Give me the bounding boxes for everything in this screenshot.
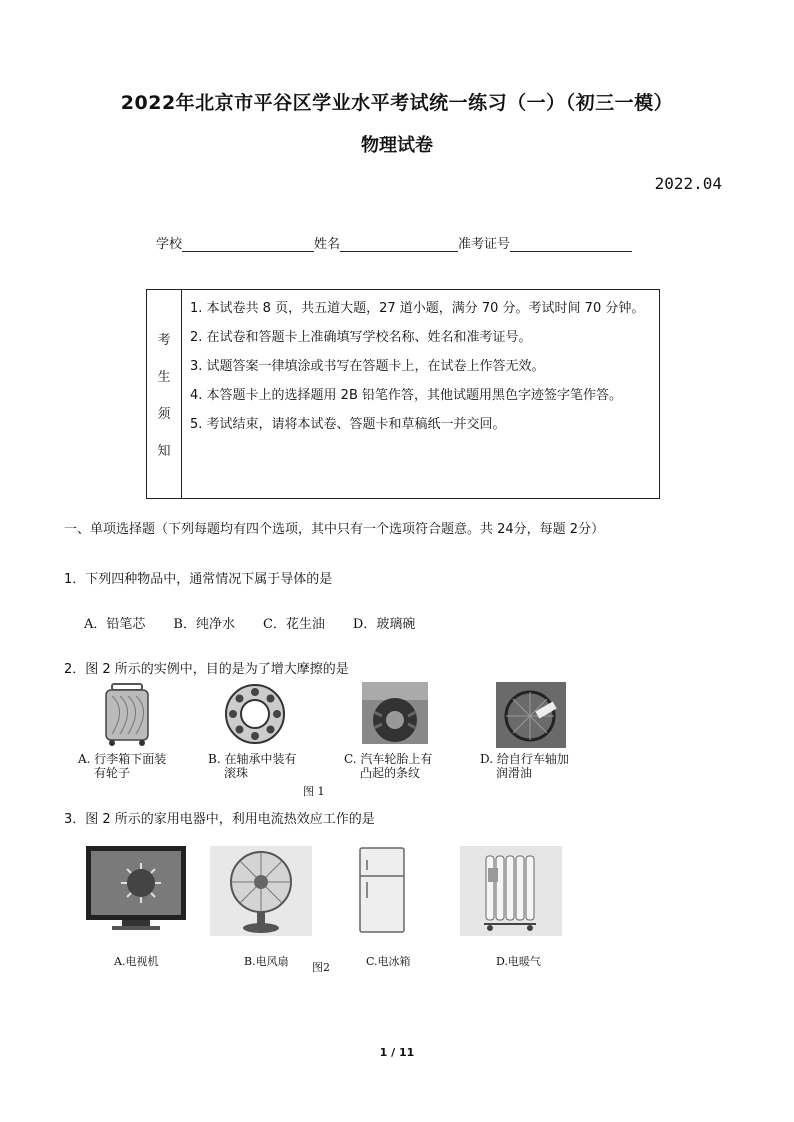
option-a[interactable]: A．铅笔芯 [84, 617, 146, 632]
exam-notice-box [146, 289, 660, 499]
notice-list [182, 290, 659, 498]
school-label: 学校 [156, 237, 183, 252]
notice-item: 4. 本答题卡上的选择题用 2B 铅笔作答，其他试题用黑色字迹签字笔作答。 [190, 388, 622, 403]
q3-label-d: D.电暖气 [496, 955, 541, 968]
option-b[interactable]: B．纯净水 [173, 617, 235, 632]
tv-image [86, 846, 186, 936]
notice-heading [147, 290, 182, 498]
school-blank[interactable] [182, 237, 314, 252]
question-1-options [84, 613, 415, 632]
q3-label-b: B.电风扇 [244, 955, 289, 968]
section-heading: 一、单项选择题（下列每题均有四个选项，其中只有一个选项符合题意。共 24分，每题 2分） [64, 522, 605, 537]
notice-item: 1. 本试卷共 8 页，共五道大题，27 道小题，满分 70 分。考试时间 70 分钟。 [190, 301, 645, 316]
notice-head-char: 须 [157, 407, 171, 422]
option-c[interactable]: C．花生油 [262, 617, 325, 632]
notice-head-char: 考 [157, 333, 171, 348]
question-3-stem: 3．图 2 所示的家用电器中，利用电流热效应工作的是 [64, 812, 375, 827]
q3-label-c: C.电冰箱 [366, 955, 411, 968]
name-blank[interactable] [340, 237, 458, 252]
figure-2-label: 图2 [312, 961, 330, 974]
exam-date: 2022.04 [654, 174, 722, 193]
heater-image [460, 846, 562, 936]
notice-head-char: 生 [157, 370, 171, 385]
notice-head-char: 知 [157, 444, 171, 459]
question-2-stem: 2．图 2 所示的实例中，目的是为了增大摩擦的是 [64, 662, 349, 677]
id-label: 准考证号 [458, 237, 511, 252]
student-info-line [156, 233, 632, 252]
notice-item: 2. 在试卷和答题卡上准确填写学校名称、姓名和准考证号。 [190, 330, 532, 345]
name-label: 姓名 [314, 237, 341, 252]
q2-caption-a: A. 行李箱下面装 有轮子 [78, 752, 167, 780]
q3-label-a: A.电视机 [114, 955, 159, 968]
page-subtitle: 物理试卷 [361, 135, 433, 156]
suitcase-image [98, 680, 158, 748]
page-title: 2022年北京市平谷区学业水平考试统一练习（一）（初三一模） [120, 92, 674, 114]
q2-caption-b: B. 在轴承中装有 滚珠 [208, 752, 297, 780]
id-blank[interactable] [510, 237, 632, 252]
option-d[interactable]: D．玻璃碗 [352, 617, 416, 632]
bicycle-oil-image [496, 682, 566, 748]
notice-item: 5. 考试结束，请将本试卷、答题卡和草稿纸一并交回。 [190, 417, 506, 432]
question-1-stem: 1．下列四种物品中，通常情况下属于导体的是 [64, 572, 333, 587]
page-number: 1 / 11 [379, 1046, 415, 1059]
notice-item: 3. 试题答案一律填涂或书写在答题卡上，在试卷上作答无效。 [190, 359, 545, 374]
q2-caption-c: C. 汽车轮胎上有 凸起的条纹 [344, 752, 433, 780]
bearing-image [224, 683, 286, 745]
tire-image [362, 682, 428, 744]
q2-caption-d: D. 给自行车轴加 润滑油 [480, 752, 569, 780]
fridge-image [358, 846, 406, 934]
fan-image [210, 846, 312, 936]
figure-1-label: 图 1 [303, 785, 325, 798]
